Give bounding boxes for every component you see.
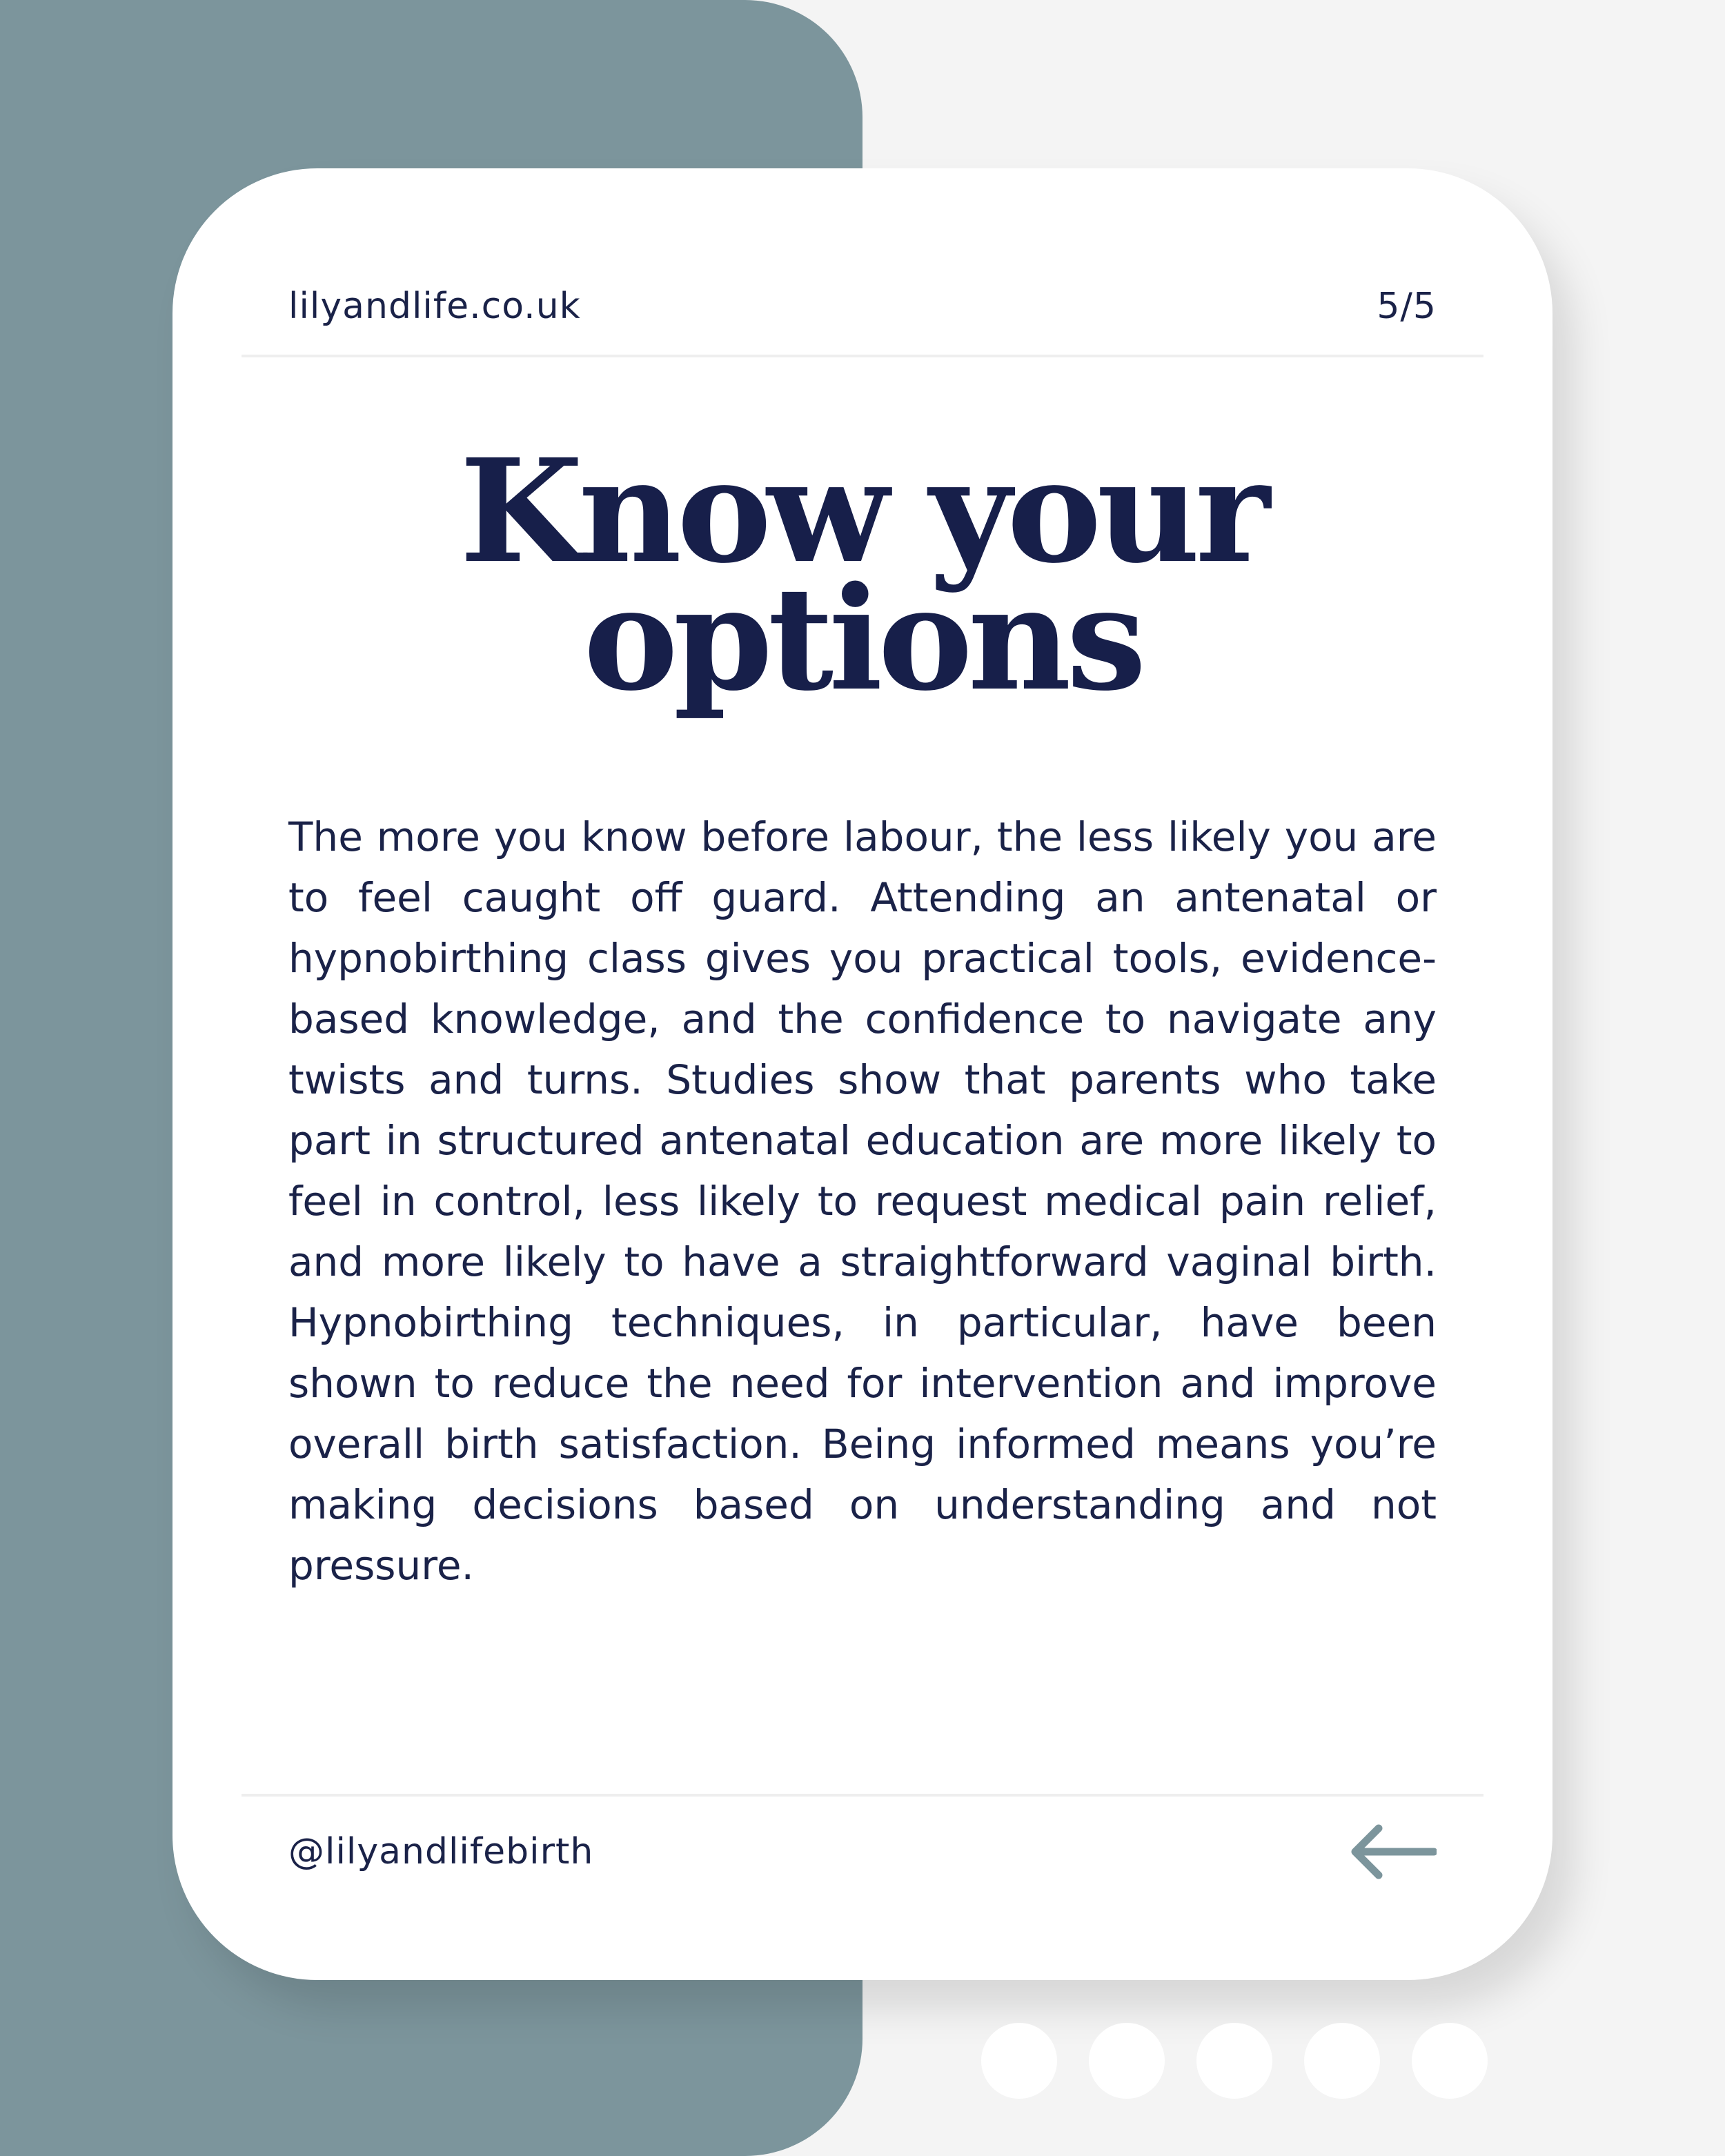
pagination-dots (981, 2023, 1488, 2099)
card-header (288, 279, 1437, 334)
header-divider (241, 355, 1483, 357)
page-indicator: 5/5 (1377, 286, 1437, 327)
body-paragraph: The more you know before labour, the less likely you are to feel caught off guard. Attending an antenatal or hypnobirthing class gives you practical tools, evidence-based knowledge, and the confidence to navigate any twists and turns. Studies show that parents who take part in structured antenatal education are more likely to feel in control, less likely to request medical pain relief, and more likely to have a straightforward vaginal birth. Hypnobirthing techniques, in particular, have been shown to reduce the need for intervention and improve overall birth satisfaction. Being informed means you’re making decisions based on understanding and not pressure. (288, 813, 1437, 1589)
social-handle: @lilyandlifebirth (288, 1831, 594, 1872)
arrow-left-icon (1350, 1823, 1437, 1881)
pagination-dot-5[interactable] (1412, 2023, 1488, 2099)
page-title (241, 428, 1483, 722)
content-card (172, 168, 1552, 1980)
title-line-2: options (583, 555, 1142, 722)
back-button[interactable] (1347, 1821, 1437, 1883)
pagination-dot-2[interactable] (1089, 2023, 1165, 2099)
pagination-dot-3[interactable] (1196, 2023, 1272, 2099)
title-line-1: Know your (460, 428, 1265, 595)
pagination-dot-1[interactable] (981, 2023, 1057, 2099)
pagination-dot-4[interactable] (1304, 2023, 1380, 2099)
card-footer (288, 1814, 1437, 1890)
website-url: lilyandlife.co.uk (288, 286, 581, 327)
footer-divider (241, 1794, 1483, 1797)
